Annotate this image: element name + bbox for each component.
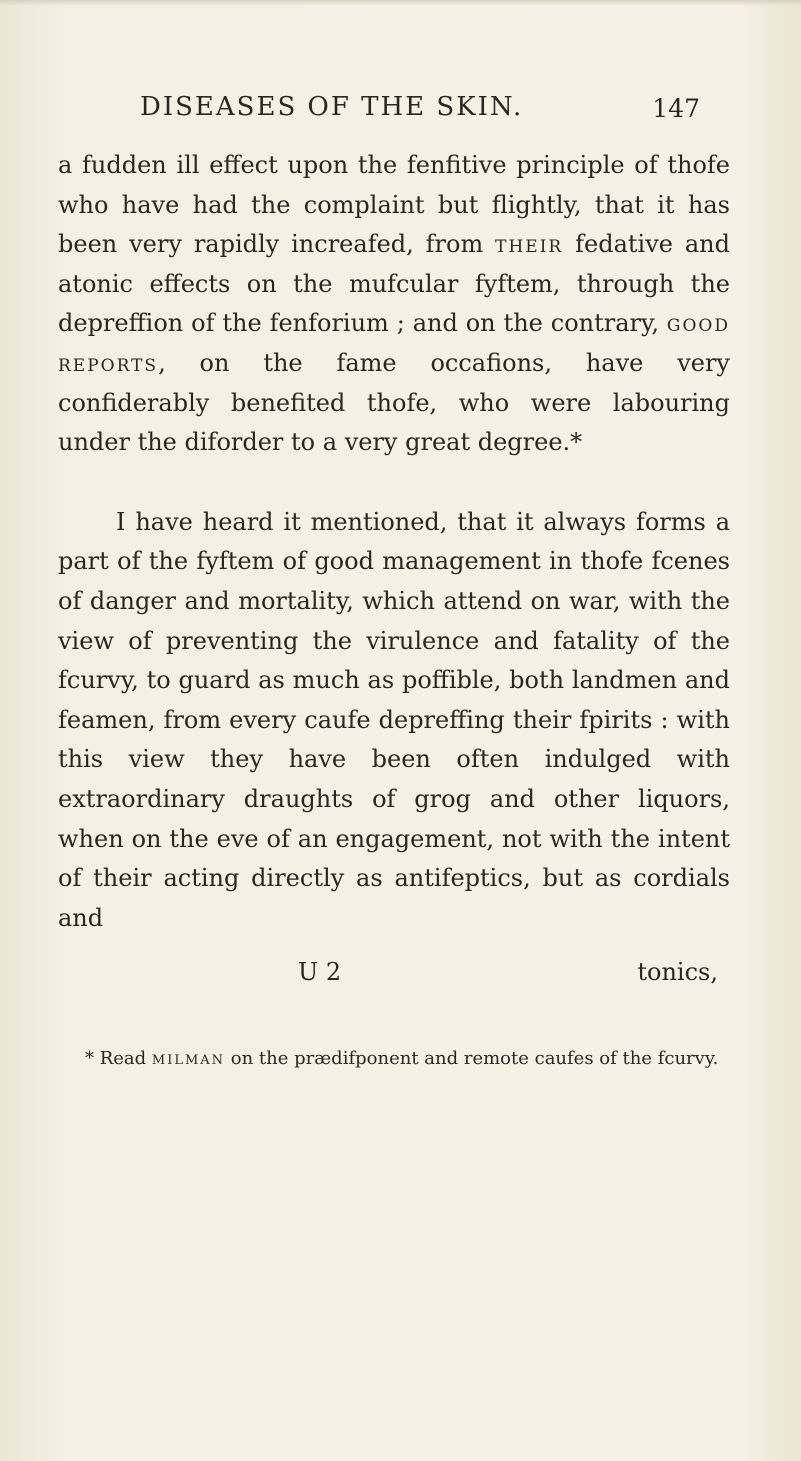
signature-mark: U 2 xyxy=(298,958,342,986)
page-edge-shadow xyxy=(0,0,801,6)
paragraph-1-smallcaps-good-reports: good reports xyxy=(58,309,730,377)
running-title: DISEASES OF THE SKIN. xyxy=(140,92,524,122)
paragraph-1-smallcaps-their: their xyxy=(495,230,564,259)
footnote-text-a: * Read xyxy=(85,1048,152,1069)
catchword: tonics, xyxy=(637,958,718,986)
body-text xyxy=(58,146,730,938)
footnote xyxy=(58,1046,730,1072)
paragraph-1-text-c: , on the fame occafions, have very confiderably benefited thofe, who were labouring under the diforder to a very great degree.* xyxy=(58,348,730,457)
catchline xyxy=(58,958,730,998)
footnote-text-b: on the prædifponent and remote caufes of the fcurvy. xyxy=(225,1048,719,1069)
paragraph-2: I have heard it mentioned, that it always forms a part of the fyftem of good management in thofe fcenes of danger and mortality, which attend on war, with the view of preventing the virulence and fatality of the fcurvy, to guard as much as poffible, both landmen and feamen, from every caufe depreffing their fpirits : with this view they have been often indulged with extraordinary draughts of grog and other liquors, when on the eve of an engagement, not with the intent of their acting directly as antifeptics, but as cordials and xyxy=(58,507,730,932)
paragraph-1-text-a: a fudden ill effect upon the fenfitive principle of thofe who have had the complaint but flightly, that it has been very rapidly increafed, from xyxy=(58,151,730,259)
paragraph-1-text-b: fedative and atonic effects on the mufcular fyftem, through the depreffion of the fenforium ; and on the contrary, xyxy=(58,230,731,338)
footnote-author: milman xyxy=(151,1048,226,1069)
page-number: 147 xyxy=(652,94,700,123)
paragraph-1 xyxy=(58,146,730,463)
running-head xyxy=(140,92,700,132)
